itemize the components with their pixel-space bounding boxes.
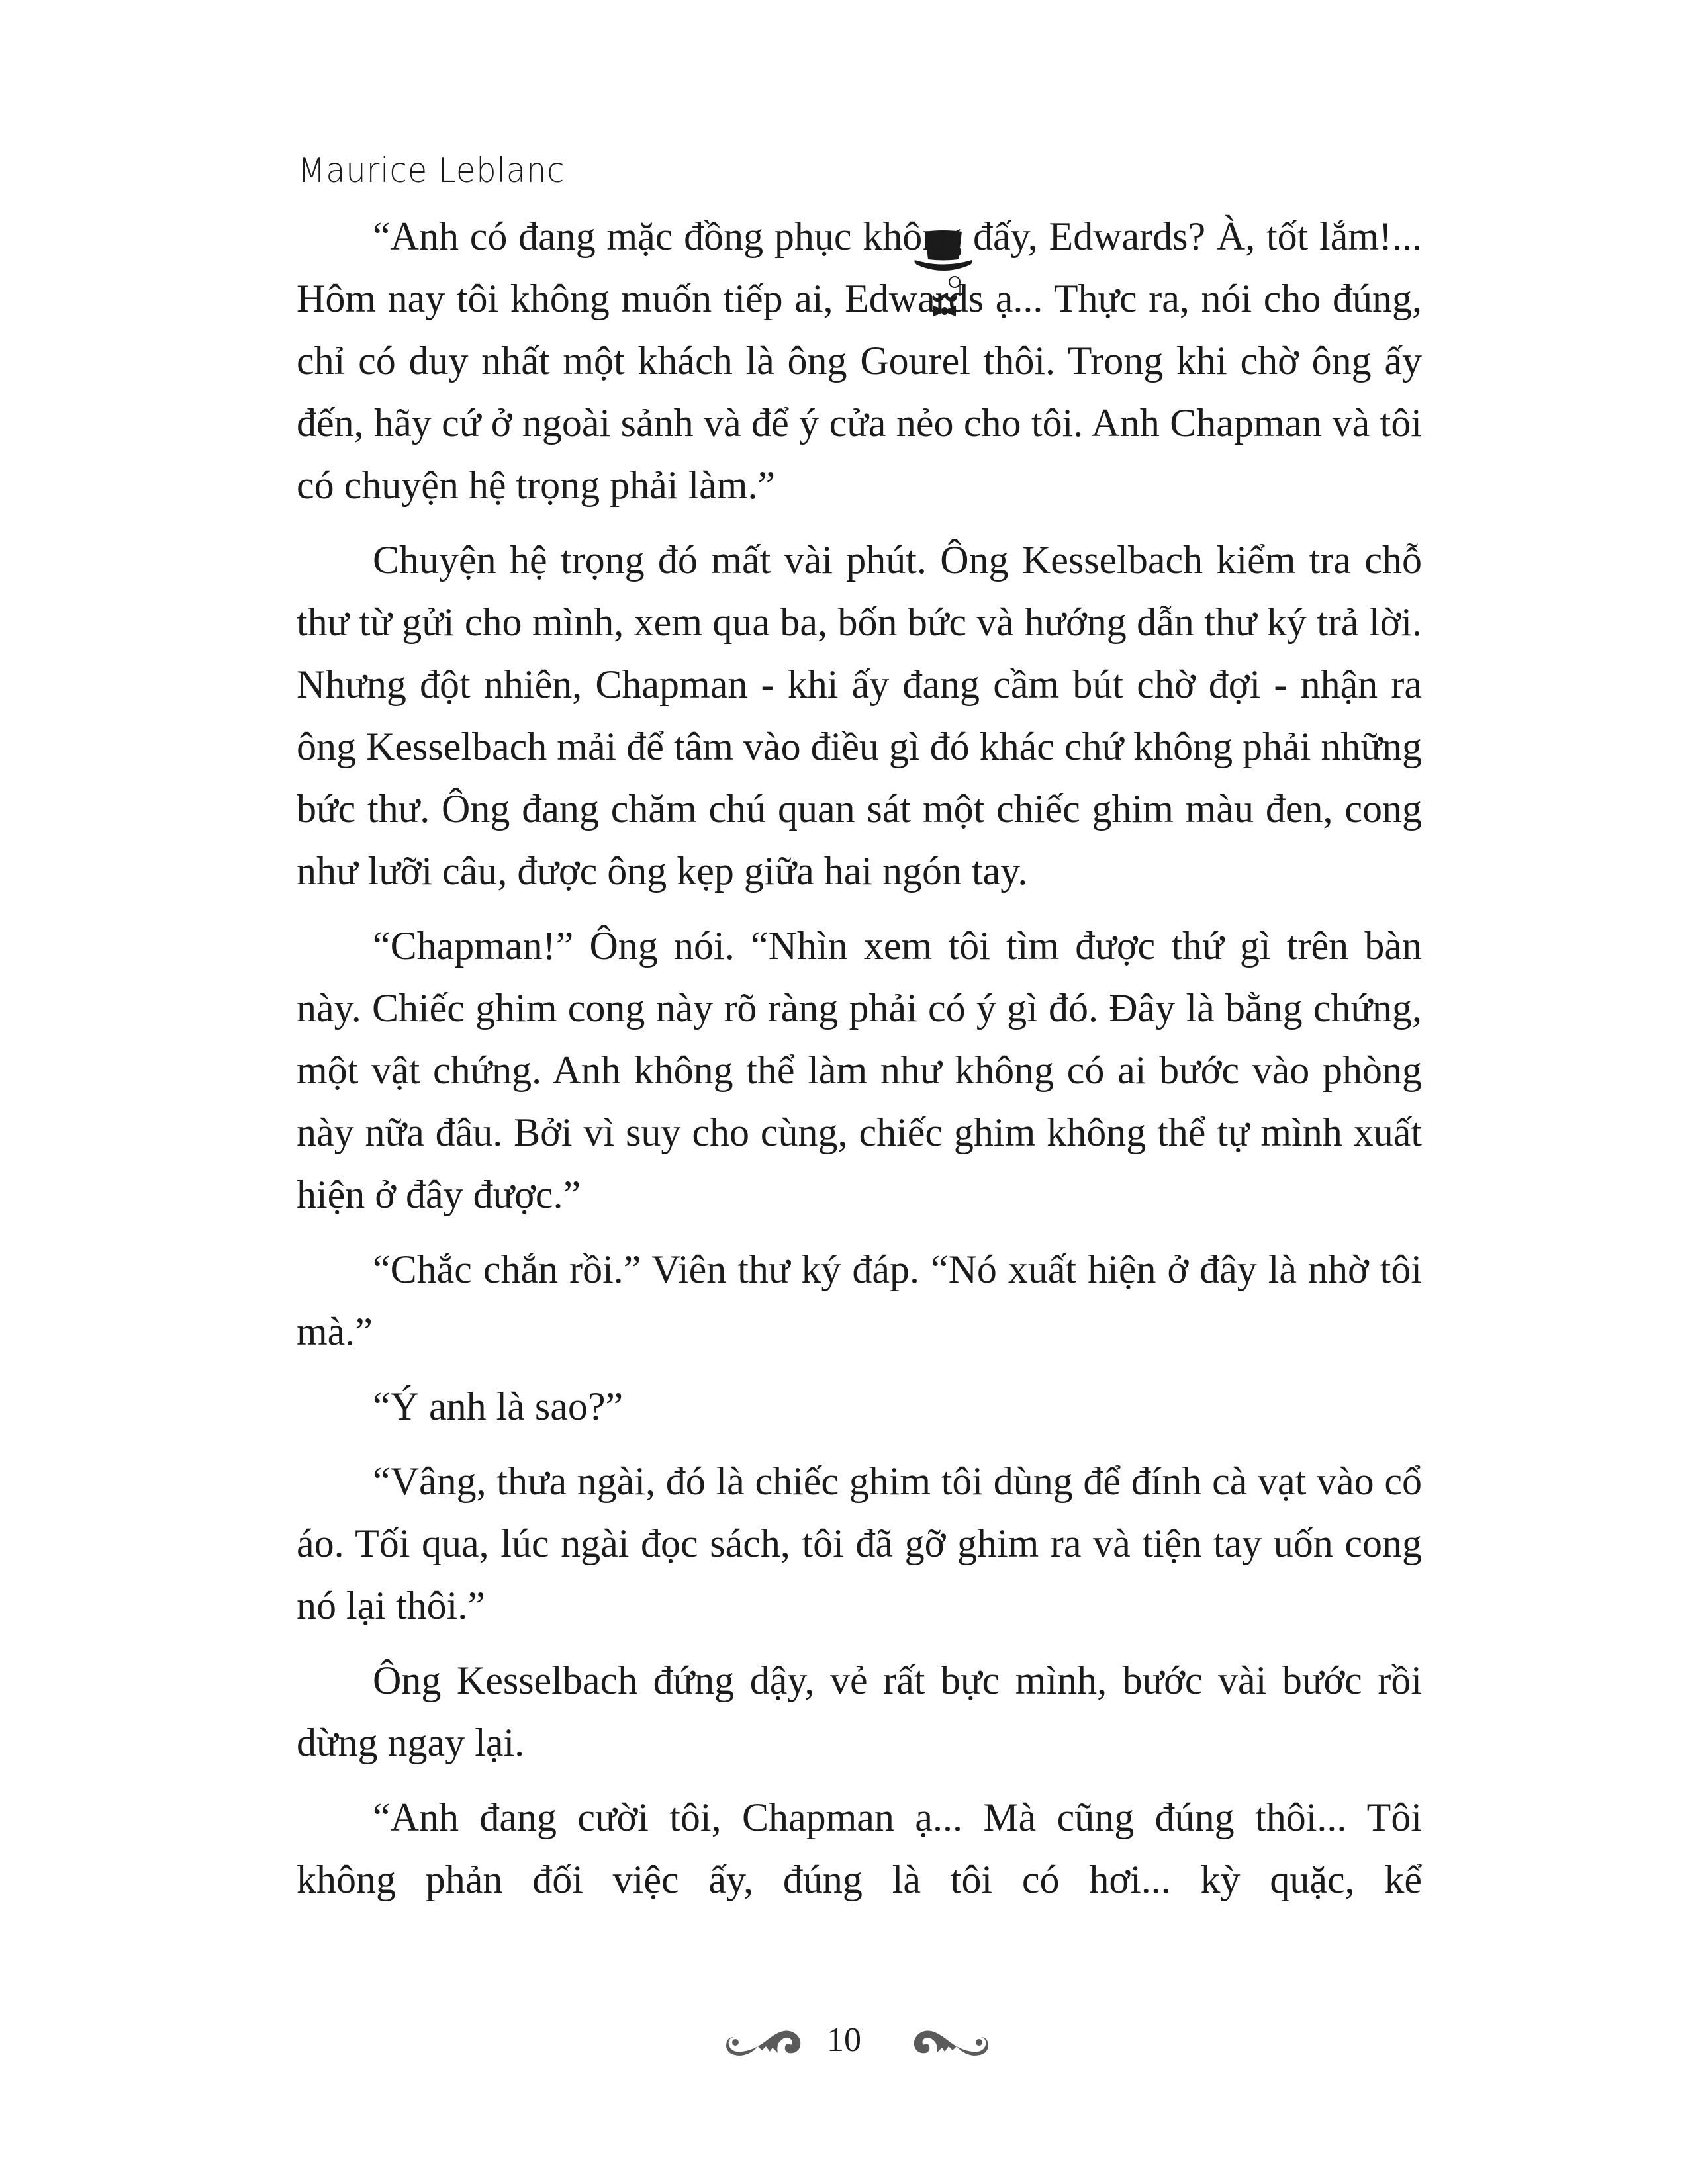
paragraph: “Chapman!” Ông nói. “Nhìn xem tôi tìm được thứ gì trên bàn này. Chiếc ghim cong này rõ ràng phải có ý gì đó. Đây là bằng chứng, một vật chứng. Anh không thể làm như không có ai bước vào phòng này nữa đâu. Bởi vì suy cho cùng, chiếc ghim không thể tự mình xuất hiện ở đây được.” [297, 924, 1422, 1216]
paragraph: “Chắc chắn rồi.” Viên thư ký đáp. “Nó xuất hiện ở đây là nhờ tôi mà.” [297, 1248, 1422, 1353]
scroll-flourish-left-icon [725, 2024, 804, 2057]
chapter-body [297, 205, 1422, 1923]
paragraph: Ông Kesselbach đứng dậy, vẻ rất bực mình, bước vài bước rồi dừng ngay lại. [297, 1659, 1422, 1764]
paragraph: “Anh có đang mặc đồng phục không đấy, Edwards? À, tốt lắm!... Hôm nay tôi không muốn tiếp ai, Edwards ạ... Thực ra, nói cho đúng, chỉ có duy nhất một khách là ông Gourel thôi. Trong khi chờ ông ấy đến, hãy cứ ở ngoài sảnh và để ý cửa nẻo cho tôi. Anh Chapman và tôi có chuyện hệ trọng phải làm.” [297, 214, 1422, 507]
author-name: Maurice Leblanc [298, 151, 565, 191]
paragraph: “Ý anh là sao?” [373, 1385, 624, 1428]
page-footer [0, 2012, 1688, 2065]
page-number: 10 [827, 2021, 861, 2059]
paragraph: “Anh đang cười tôi, Chapman ạ... Mà cũng đúng thôi... Tôi không phản đối việc ấy, đúng là tôi có hơi... kỳ quặc, kể [297, 1796, 1422, 1901]
paragraph: “Vâng, thưa ngài, đó là chiếc ghim tôi dùng để đính cà vạt vào cổ áo. Tối qua, lúc ngài đọc sách, tôi đã gỡ ghim ra và tiện tay uốn cong nó lại thôi.” [297, 1459, 1422, 1627]
paragraph: Chuyện hệ trọng đó mất vài phút. Ông Kesselbach kiểm tra chỗ thư từ gửi cho mình, xem qua ba, bốn bức và hướng dẫn thư ký trả lời. Nhưng đột nhiên, Chapman - khi ấy đang cầm bút chờ đợi - nhận ra ông Kesselbach mải để tâm vào điều gì đó khác chứ không phải những bức thư. Ông đang chăm chú quan sát một chiếc ghim màu đen, cong như lưỡi câu, được ông kẹp giữa hai ngón tay. [297, 538, 1422, 893]
scroll-flourish-right-icon [910, 2024, 990, 2057]
